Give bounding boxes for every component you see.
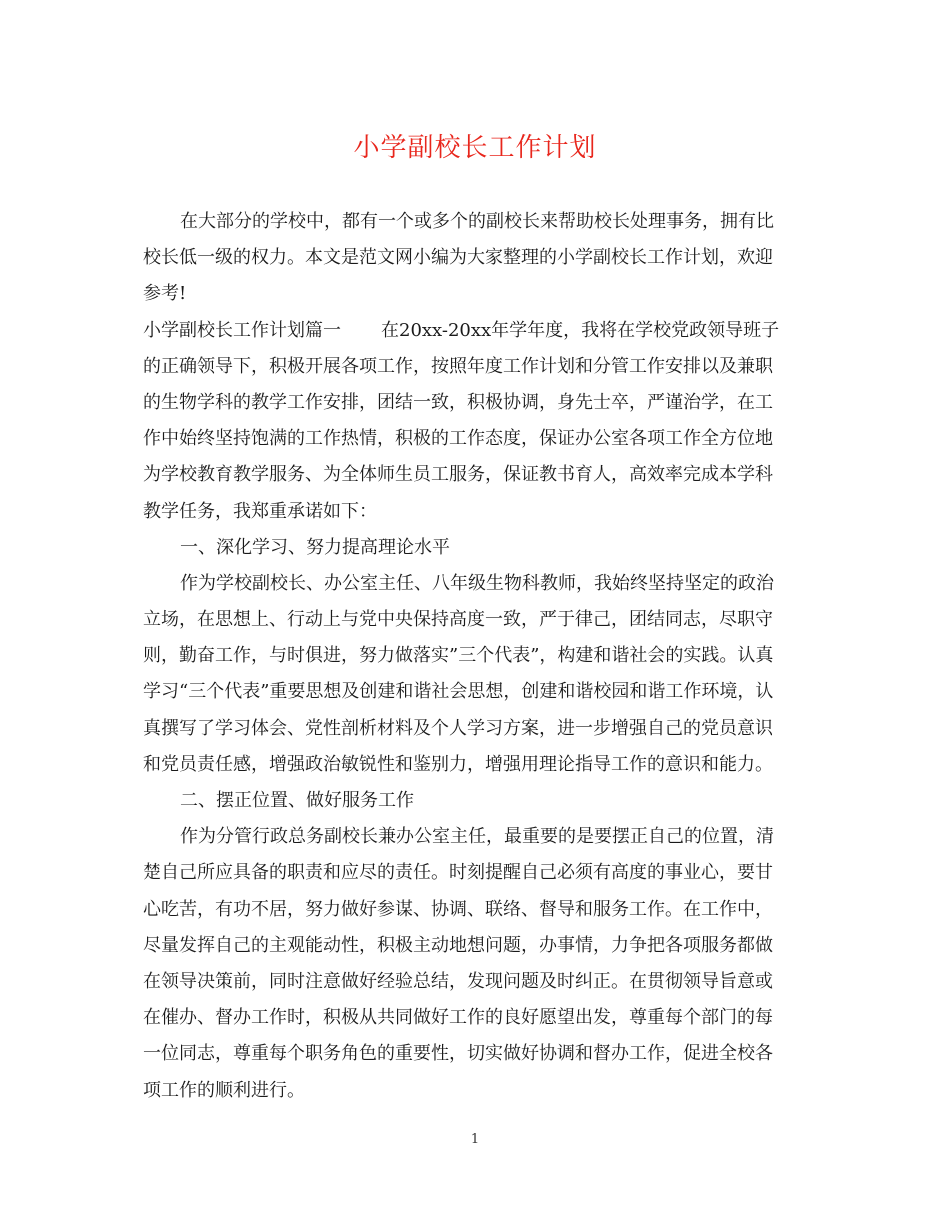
body-line: 心吃苦，有功不居，努力做好参谋、协调、联络、督导和服务工作。在工作中， [143, 898, 773, 920]
body-line: 楚自己所应具备的职责和应尽的责任。时刻提醒自己必须有高度的事业心，要甘 [143, 862, 773, 884]
body-line-text: 在20xx-20xx年学年度，我将在学校党政领导班子 [381, 319, 780, 341]
plan-section-label: 小学副校长工作计划篇一 [143, 319, 341, 341]
body-line: 校长低一级的权力。本文是范文网小编为大家整理的小学副校长工作计划，欢迎 [143, 247, 773, 269]
body-line: 在大部分的学校中，都有一个或多个的副校长来帮助校长处理事务，拥有比 [180, 211, 774, 232]
body-line: 为学校教育教学服务、为全体师生员工服务，保证教书育人，高效率完成本学科 [143, 464, 773, 486]
section-heading: 一、深化学习、努力提高理论水平 [180, 536, 450, 558]
body-line: 的生物学科的教学工作安排，团结一致，积极协调，身先士卒，严谨治学，在工 [143, 391, 773, 413]
body-line: 在催办、督办工作时，积极从共同做好工作的良好愿望出发，尊重每个部门的每 [143, 1007, 773, 1029]
body-line: 和党员责任感，增强政治敏锐性和鉴别力，增强用理论指导工作的意识和能力。 [143, 753, 773, 775]
body-line: 真撰写了学习体会、党性剖析材料及个人学习方案，进一步增强自己的党员意识 [143, 717, 773, 739]
page-number: 1 [470, 1132, 480, 1147]
body-line: 的正确领导下，积极开展各项工作，按照年度工作计划和分管工作安排以及兼职 [143, 355, 773, 377]
body-line: 一位同志，尊重每个职务角色的重要性，切实做好协调和督办工作，促进全校各 [143, 1043, 773, 1065]
body-line: 在领导决策前，同时注意做好经验总结，发现问题及时纠正。在贯彻领导旨意或 [143, 970, 773, 992]
section-heading: 二、摆正位置、做好服务工作 [180, 790, 414, 811]
document-body [143, 204, 803, 1109]
body-line: 项工作的顺利进行。 [143, 1079, 305, 1101]
body-line: 则，勤奋工作，与时俱进，努力做落实”三个代表”，构建和谐社会的实践。认真 [143, 645, 774, 667]
body-line: 作为分管行政总务副校长兼办公室主任，最重要的是要摆正自己的位置，清 [180, 826, 774, 848]
body-line-with-label [143, 313, 803, 349]
body-line: 学习“三个代表”重要思想及创建和谐社会思想，创建和谐校园和谐工作环境，认 [143, 681, 774, 703]
body-line: 教学任务，我郑重承诺如下： [143, 500, 377, 522]
body-line: 作中始终坚持饱满的工作热情，积极的工作态度，保证办公室各项工作全方位地 [143, 428, 773, 450]
body-line: 参考! [143, 283, 187, 305]
body-line: 作为学校副校长、办公室主任、八年级生物科教师，我始终坚持坚定的政治 [180, 572, 774, 594]
body-line: 尽量发挥自己的主观能动性，积极主动地想问题，办事情，力争把各项服务都做 [143, 934, 773, 956]
body-line: 立场，在思想上、行动上与党中央保持高度一致，严于律己，团结同志，尽职守 [143, 609, 773, 631]
document-title: 小学副校长工作计划 [353, 133, 597, 163]
